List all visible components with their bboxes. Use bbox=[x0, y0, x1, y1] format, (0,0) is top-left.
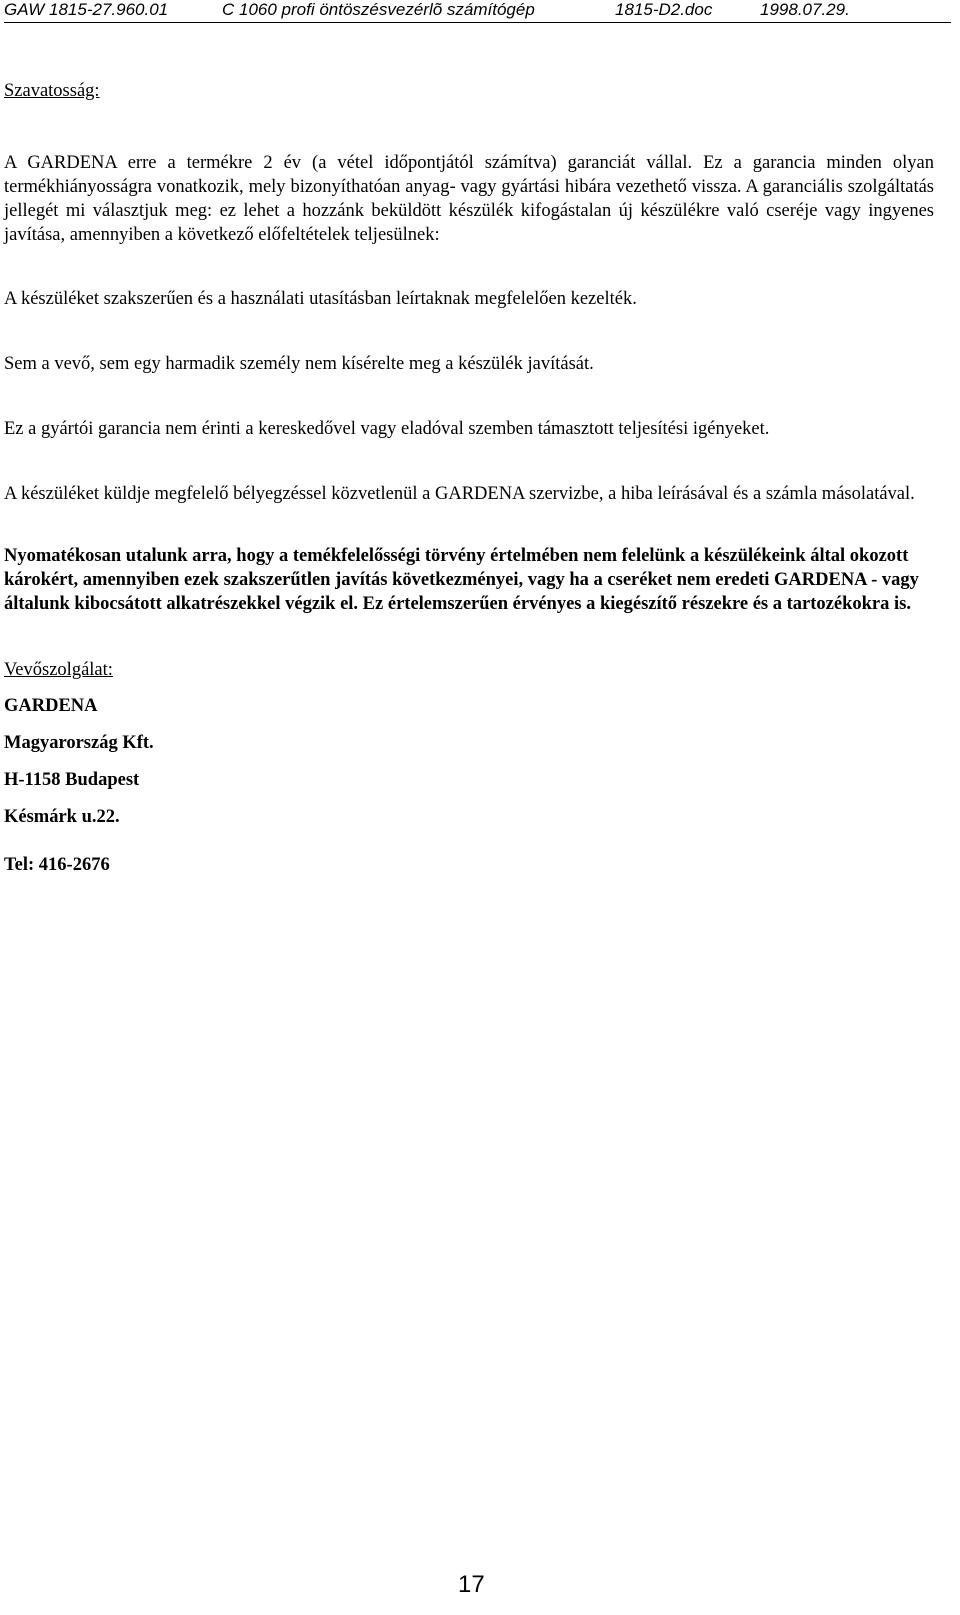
liability-note: Nyomatékosan utalunk arra, hogy a temékfelelősségi törvény értelmében nem felelünk a készülékeink által okozott károkért, amennyiben ezek szakszerűtlen javítás következményei, vagy ha a cseréket nem eredeti GARDENA - vagy általunk kibocsátott alkatrészekkel végzik el. Ez értelemszerűen érvényes a kiegészítő részekre és a tartozékokra is. bbox=[4, 546, 919, 614]
page-header bbox=[0, 0, 960, 22]
page-number: 17 bbox=[458, 1571, 485, 1598]
service-city: H-1158 Budapest bbox=[4, 770, 140, 790]
service-company: GARDENA bbox=[4, 696, 98, 716]
service-street: Késmárk u.22. bbox=[4, 807, 120, 827]
service-phone: Tel: 416-2676 bbox=[4, 855, 110, 875]
header-date: 1998.07.29. bbox=[760, 0, 850, 19]
header-rule bbox=[4, 22, 951, 23]
warranty-intro: A GARDENA erre a termékre 2 év (a vétel időpontjától számítva) garanciát vállal. Ez a garancia minden olyan termékhiányosságra vonatkozik, mely bizonyíthatóan anyag- vagy gyártási hibára vezethető vissza. A garanciális szolgáltatás jellegét mi választjuk meg: ez lehet a hozzánk beküldött készülék kifogástalan új készülékre való cseréje vagy ingyenes javítása, amennyiben a következő előfeltételek teljesülnek: bbox=[4, 153, 934, 245]
document-body bbox=[4, 79, 934, 890]
send-note: A készüléket küldje megfelelő bélyegzéssel közvetlenül a GARDENA szervizbe, a hiba leírásával és a számla másolatával. bbox=[4, 484, 915, 504]
service-heading: Vevőszolgálat: bbox=[4, 660, 113, 680]
header-file: 1815-D2.doc bbox=[615, 0, 713, 19]
warranty-condition-1: A készüléket szakszerűen és a használati utasításban leírtaknak megfelelően kezelték. bbox=[4, 289, 637, 309]
service-address bbox=[4, 694, 934, 877]
warranty-condition-2: Sem a vevő, sem egy harmadik személy nem kísérelte meg a készülék javítását. bbox=[4, 354, 594, 374]
service-company-line2: Magyarország Kft. bbox=[4, 733, 154, 753]
dealer-note: Ez a gyártói garancia nem érinti a kereskedővel vagy eladóval szemben támasztott teljesítési igényeket. bbox=[4, 419, 770, 439]
header-doc-code: GAW 1815-27.960.01 bbox=[4, 0, 169, 19]
header-product: C 1060 profi öntöszésvezérlõ számítógép bbox=[222, 0, 535, 19]
warranty-heading: Szavatosság: bbox=[4, 81, 100, 101]
